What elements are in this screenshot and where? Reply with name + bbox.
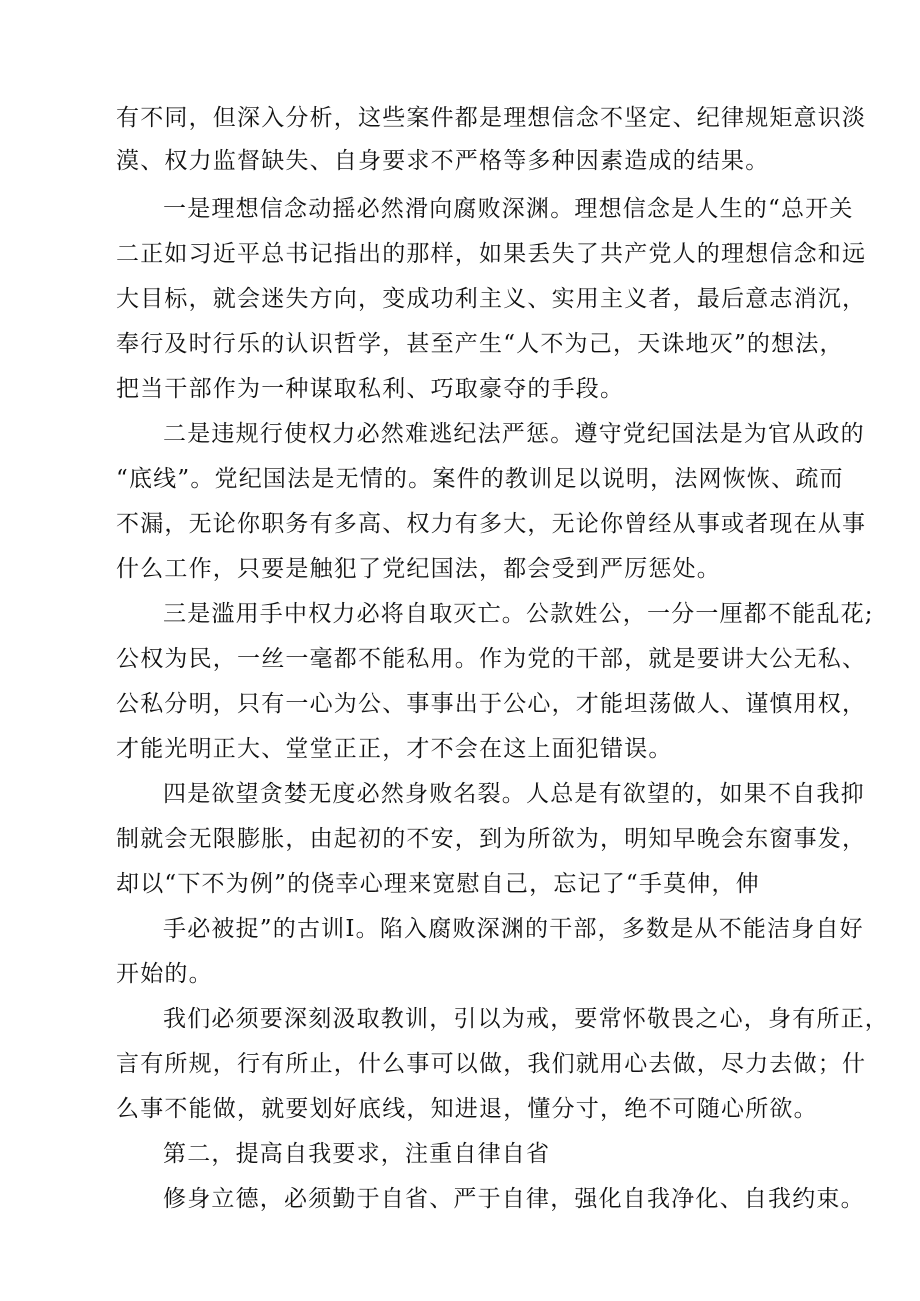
text-line-20: 开始的。 — [116, 961, 213, 987]
text-line-13: 公权为民，一丝一毫都不能私用。作为党的干部，就是要讲大公无私、 — [116, 646, 867, 672]
text-line-2: 漠、权力监督缺失、自身要求不严格等多种因素造成的结果。 — [116, 148, 770, 174]
text-line-9: “底线”。党纪国法是无情的。案件的教训足以说明，法网恢恢、疏而 — [116, 466, 844, 492]
text-line-17: 制就会无限膨胀，由起初的不安，到为所欲为，明知早晚会东窗事发， — [116, 826, 867, 852]
text-line-8: 二是违规行使权力必然难逃纪法严惩。遵守党纪国法是为官从政的 — [163, 421, 865, 447]
text-line-6: 奉行及时行乐的认识哲学，甚至产生“人不为己，天诛地灭”的想法， — [116, 331, 844, 357]
text-line-19: 手必被捉”的古训I。陷入腐败深渊的干部，多数是从不能洁身自好 — [163, 916, 864, 942]
text-line-24: 第二，提高自我要求，注重自律自省 — [163, 1141, 551, 1167]
text-line-10: 不漏，无论你职务有多高、权力有多大，无论你曾经从事或者现在从事 — [116, 511, 867, 537]
text-line-7: 把当干部作为一种谋取私利、巧取豪夺的手段。 — [116, 376, 625, 402]
text-line-25: 修身立德，必须勤于自省、严于自律，强化自我净化、自我约束。 — [163, 1186, 865, 1212]
text-line-18: 却以“下不为例”的侥幸心理来宽慰自己，忘记了“手莫伸，伸 — [116, 871, 760, 897]
text-line-23: 么事不能做，就要划好底线，知进退，懂分寸，绝不可随心所欲。 — [116, 1096, 818, 1122]
text-line-3: 一是理想信念动摇必然滑向腐败深渊。理想信念是人生的“总开关 — [163, 196, 854, 222]
text-line-22: 言有所规，行有所止，什么事可以做，我们就用心去做，尽力去做；什 — [116, 1051, 867, 1077]
text-line-5: 大目标，就会迷失方向，变成功利主义、实用主义者，最后意志消沉， — [116, 286, 867, 312]
text-line-12: 三是滥用手中权力必将自取灭亡。公款姓公，一分一厘都不能乱花; — [163, 601, 874, 627]
text-line-11: 什么工作，只要是触犯了党纪国法，都会受到严厉惩处。 — [116, 556, 721, 582]
text-line-15: 才能光明正大、堂堂正正，才不会在这上面犯错误。 — [116, 736, 673, 762]
text-line-1: 有不同，但深入分析，这些案件都是理想信念不坚定、纪律规矩意识淡 — [116, 105, 867, 131]
text-line-21: 我们必须要深刻汲取教训，引以为戒，要常怀敬畏之心，身有所正， — [163, 1006, 889, 1032]
text-line-4: 二正如习近平总书记指出的那样，如果丢失了共产党人的理想信念和远 — [116, 241, 867, 267]
text-line-14: 公私分明，只有一心为公、事事出于公心，才能坦荡做人、谨慎用权， — [116, 691, 867, 717]
text-line-16: 四是欲望贪婪无度必然身败名裂。人总是有欲望的，如果不自我抑 — [163, 781, 865, 807]
